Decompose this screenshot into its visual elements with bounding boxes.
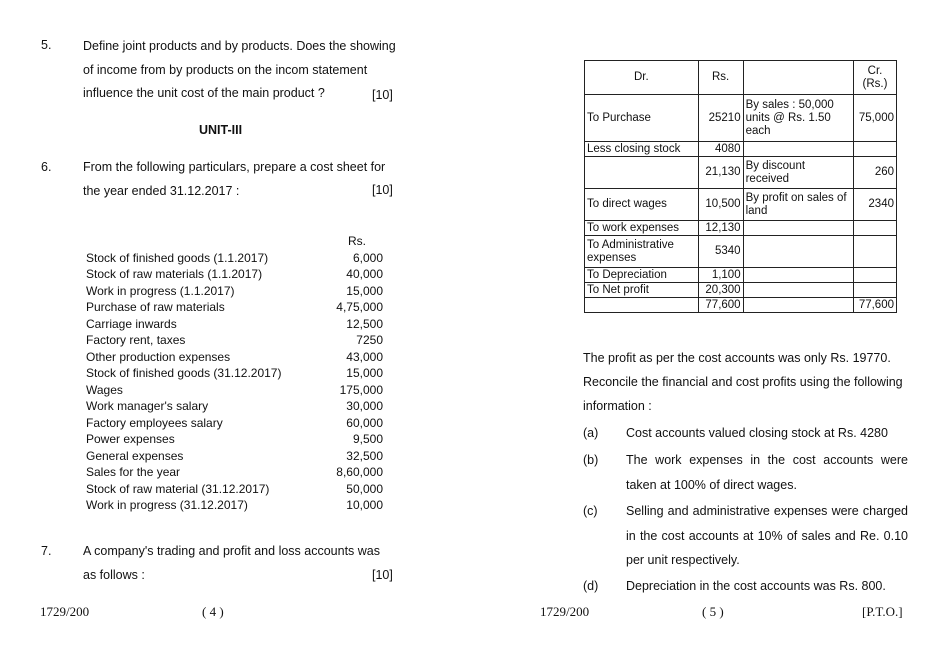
list-item: Work manager's salary 30,000 — [86, 399, 383, 413]
particulars-list — [86, 233, 386, 514]
particulars-header: Rs. — [348, 234, 366, 248]
table-total-row: 77,600 77,600 — [585, 298, 897, 313]
list-item: Stock of raw material (31.12.2017) 50,000 — [86, 481, 383, 496]
table-row: To Purchase 25210 By sales : 50,000 units @ Rs. 1.50 each 75,000 — [585, 95, 897, 142]
table-row: To Net profit 20,300 — [585, 283, 897, 298]
question-number: 5. — [41, 38, 52, 52]
footer-code: 1729/200 — [540, 604, 590, 619]
footer-page-number: ( 4 ) — [202, 604, 224, 619]
list-item — [583, 574, 908, 599]
table-header-row — [585, 61, 897, 95]
question-text-line: of income from by products on the incom statement — [83, 62, 368, 77]
list-item: Wages 175,000 — [86, 382, 383, 397]
item-letter: (b) — [583, 453, 599, 467]
table-row: To direct wages 10,500 By profit on sales of land 2340 — [585, 189, 897, 221]
footer-pto: [P.T.O.] — [862, 604, 903, 619]
question-number: 6. — [41, 160, 52, 174]
list-item: General expenses 32,500 — [86, 448, 383, 463]
item-text: Selling and administrative expenses were charged in the cost accounts at 10% of sales and Re. 0.10 per unit respectively. — [626, 504, 908, 567]
footer-page-number: ( 5 ) — [702, 604, 724, 619]
item-text: Cost accounts valued closing stock at Rs. 4280 — [626, 426, 888, 440]
question-text-line: the year ended 31.12.2017 : — [83, 183, 240, 198]
list-item: Purchase of raw materials 4,75,000 — [86, 300, 383, 314]
question-text-line: A company's trading and profit and loss accounts was — [83, 544, 380, 558]
table-row: 21,130 By discount received 260 — [585, 157, 897, 189]
paragraph-line: Reconcile the financial and cost profits using the following — [583, 375, 903, 389]
list-item — [583, 448, 908, 497]
question-marks: [10] — [372, 88, 393, 102]
paragraph-line: The profit as per the cost accounts was only Rs. 19770. — [583, 351, 891, 365]
question-text-line: as follows : — [83, 567, 145, 582]
question-number: 7. — [41, 544, 52, 558]
item-letter: (d) — [583, 579, 599, 593]
list-item: Stock of finished goods (1.1.2017) 6,000 — [86, 250, 383, 265]
reconcile-paragraph — [583, 346, 908, 418]
list-item: Work in progress (1.1.2017) 15,000 — [86, 283, 383, 298]
rs-header: Rs. — [698, 61, 743, 95]
cr-header: Cr. (Rs.) — [854, 61, 897, 95]
trading-account-table — [584, 60, 897, 313]
table-row: Less closing stock 4080 — [585, 142, 897, 157]
question-marks: [10] — [372, 183, 393, 197]
list-item: Stock of raw materials (1.1.2017) 40,000 — [86, 267, 383, 281]
item-letter: (c) — [583, 504, 598, 518]
table-row: To Depreciation 1,100 — [585, 268, 897, 283]
table-row: To work expenses 12,130 — [585, 221, 897, 236]
footer-code: 1729/200 — [40, 604, 90, 619]
question-text-line: From the following particulars, prepare a cost sheet for — [83, 160, 386, 174]
list-item: Carriage inwards 12,500 — [86, 316, 383, 331]
item-text: The work expenses in the cost accounts were taken at 100% of direct wages. — [626, 453, 908, 492]
list-item: Sales for the year 8,60,000 — [86, 465, 383, 479]
question-text-line: Define joint products and by products. Does the showing — [83, 39, 396, 53]
question-text-line: influence the unit cost of the main product ? — [83, 86, 325, 100]
list-item: Factory rent, taxes 7250 — [86, 333, 383, 347]
list-item: Work in progress (31.12.2017) 10,000 — [86, 498, 383, 512]
list-item: Factory employees salary 60,000 — [86, 415, 383, 430]
list-item: Other production expenses 43,000 — [86, 349, 383, 364]
item-text: Depreciation in the cost accounts was Rs. 800. — [626, 579, 886, 593]
list-item — [583, 499, 908, 573]
question-marks: [10] — [372, 568, 393, 582]
paragraph-line: information : — [583, 399, 652, 413]
list-item: Stock of finished goods (31.12.2017) 15,000 — [86, 366, 383, 380]
unit-heading: UNIT-III — [199, 123, 243, 137]
table-row: To Administrative expenses 5340 — [585, 236, 897, 268]
dr-header: Dr. — [585, 61, 699, 95]
item-letter: (a) — [583, 426, 599, 440]
list-item — [583, 421, 908, 446]
list-item: Power expenses 9,500 — [86, 432, 383, 446]
